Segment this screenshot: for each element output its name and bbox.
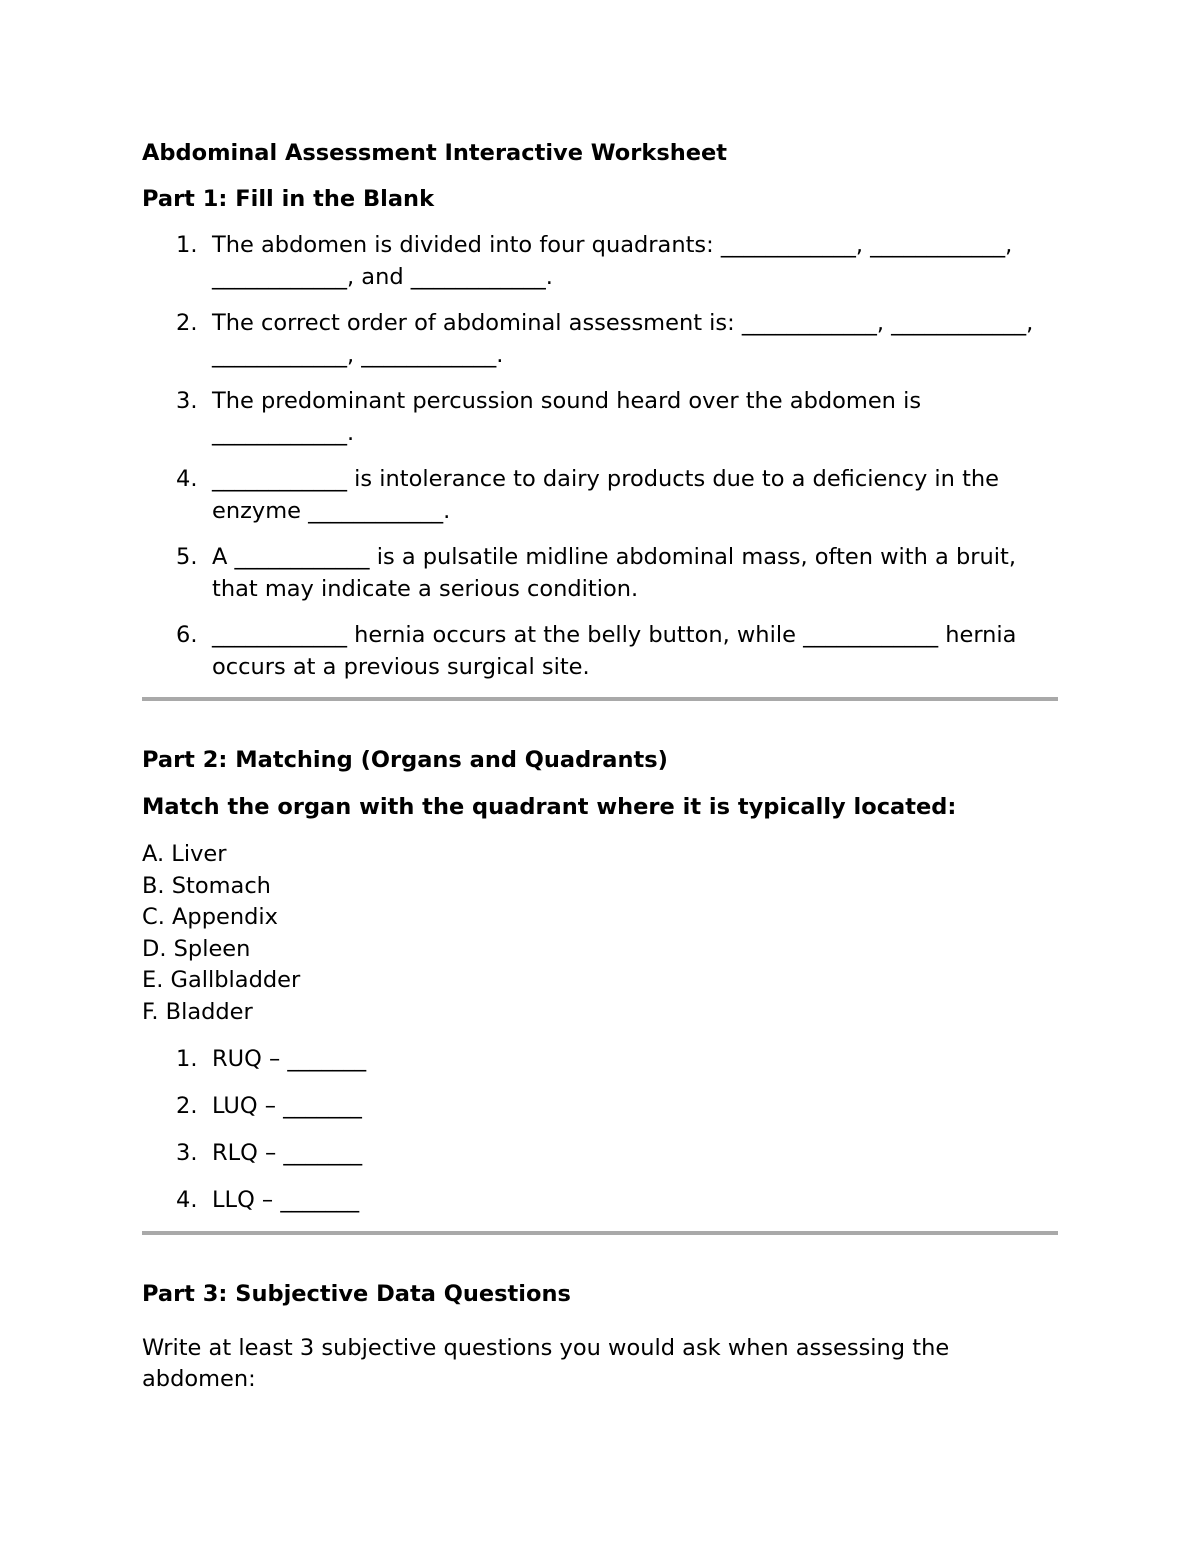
item-number: 2. xyxy=(176,310,198,336)
item-text: The predominant percussion sound heard over the abdomen is ____________. xyxy=(212,388,922,446)
list-item xyxy=(142,464,1062,527)
list-item xyxy=(142,1138,1062,1170)
quadrant-prompt: LUQ – _______ xyxy=(212,1093,362,1119)
fill-in-blank-list xyxy=(142,230,1062,683)
quadrant-prompt: LLQ – _______ xyxy=(212,1187,360,1213)
list-item xyxy=(142,308,1062,371)
worksheet-title: Abdominal Assessment Interactive Worksheet xyxy=(142,140,728,166)
item-number: 3. xyxy=(176,1140,198,1166)
organ-option: D. Spleen xyxy=(142,935,251,962)
item-text: ____________ is intolerance to dairy products due to a deficiency in the enzyme ____________. xyxy=(212,466,999,524)
worksheet-page xyxy=(142,138,1062,1412)
item-number: 4. xyxy=(176,466,198,492)
item-number: 4. xyxy=(176,1187,198,1213)
list-item xyxy=(142,386,1062,449)
item-text: ____________ hernia occurs at the belly button, while ____________ hernia occurs at a previous surgical site. xyxy=(212,622,1017,680)
item-number: 6. xyxy=(176,622,198,648)
organ-option: E. Gallbladder xyxy=(142,967,301,993)
organ-options xyxy=(142,839,1062,1028)
quadrant-match-list xyxy=(142,1044,1062,1217)
item-number: 3. xyxy=(176,388,198,414)
list-item xyxy=(142,1091,1062,1123)
part2-instruction: Match the organ with the quadrant where it is typically located: xyxy=(142,793,957,820)
part2-heading: Part 2: Matching (Organs and Quadrants) xyxy=(142,747,668,773)
part1-heading: Part 1: Fill in the Blank xyxy=(142,185,435,212)
list-item xyxy=(142,620,1062,683)
organ-option: A. Liver xyxy=(142,841,227,867)
item-number: 5. xyxy=(176,544,198,570)
list-item xyxy=(142,230,1062,293)
quadrant-prompt: RUQ – _______ xyxy=(212,1046,367,1072)
part3-instruction: Write at least 3 subjective questions you would ask when assessing the abdomen: xyxy=(142,1334,950,1392)
list-item xyxy=(142,1044,1062,1076)
item-number: 1. xyxy=(176,1046,198,1072)
organ-option: B. Stomach xyxy=(142,872,271,899)
item-text: A ____________ is a pulsatile midline abdominal mass, often with a bruit, that may indicate a serious condition. xyxy=(212,544,1017,602)
list-item xyxy=(142,1185,1062,1217)
item-text: The correct order of abdominal assessment is: ____________, ____________, ____________, ____________. xyxy=(212,310,1034,368)
item-number: 2. xyxy=(176,1093,198,1119)
item-text: The abdomen is divided into four quadrants: ____________, ____________, ____________, and ____________. xyxy=(212,232,1013,290)
item-number: 1. xyxy=(176,232,198,258)
quadrant-prompt: RLQ – _______ xyxy=(212,1140,363,1166)
organ-option: C. Appendix xyxy=(142,904,278,930)
list-item xyxy=(142,542,1062,605)
organ-option: F. Bladder xyxy=(142,998,253,1025)
part3-heading: Part 3: Subjective Data Questions xyxy=(142,1280,571,1307)
